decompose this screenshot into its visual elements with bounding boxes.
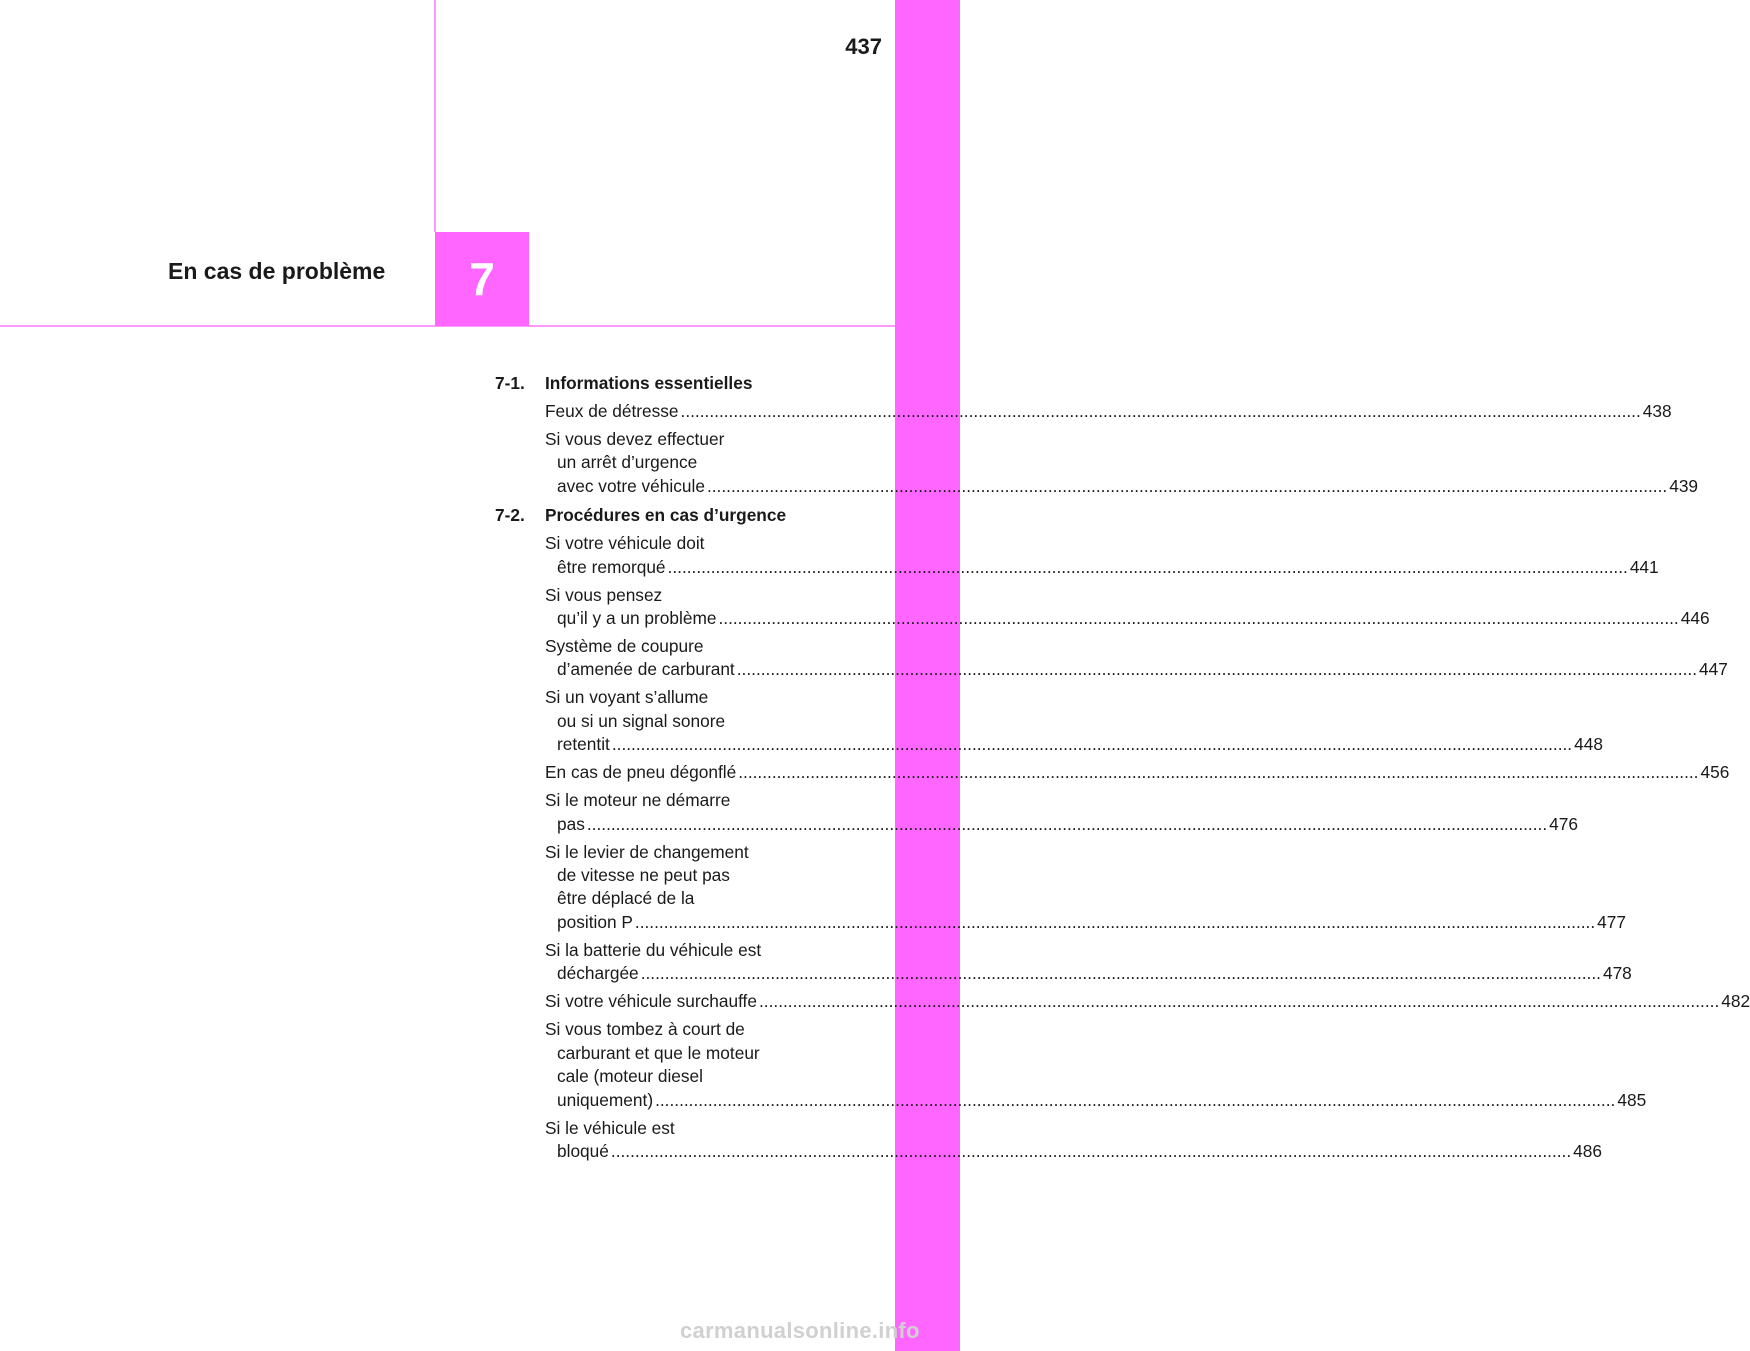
toc-entry[interactable] bbox=[545, 584, 1710, 631]
toc-entry-last-line bbox=[545, 813, 1578, 836]
toc-page-number[interactable]: 478 bbox=[1602, 963, 1632, 984]
toc-entry-line: Si la batterie du véhicule est bbox=[545, 939, 762, 960]
toc-entry-line: Si vous pensez bbox=[545, 584, 663, 605]
toc-entry-line: Si vous devez effectuer bbox=[545, 429, 725, 449]
toc-leader-dots: ........................................................................................................................................................................................................ bbox=[640, 963, 1601, 984]
toc-entry-text: En cas de pneu dégonflé bbox=[545, 762, 737, 783]
toc-entry-last-line bbox=[545, 761, 1730, 784]
toc-entry[interactable] bbox=[545, 990, 1750, 1013]
toc-page-number[interactable]: 485 bbox=[1617, 1089, 1647, 1110]
toc-entry-line: de vitesse ne peut pas bbox=[557, 865, 730, 886]
toc-entry-line: un arrêt d’urgence bbox=[557, 452, 698, 473]
toc-page-number[interactable]: 477 bbox=[1597, 911, 1627, 932]
toc-entry-line: carburant et que le moteur bbox=[557, 1042, 760, 1063]
toc-entry[interactable] bbox=[545, 635, 1728, 682]
toc-page-number[interactable]: 476 bbox=[1549, 813, 1578, 834]
table-of-contents bbox=[495, 372, 1750, 1163]
toc-page-number[interactable]: 456 bbox=[1700, 762, 1730, 783]
toc-entry-text: qu’il y a un problème bbox=[557, 608, 717, 629]
chapter-number: 7 bbox=[469, 253, 495, 305]
toc-leader-dots: ........................................................................................................................................................................................................ bbox=[611, 734, 1573, 755]
toc-entry-line: Si le levier de changement bbox=[545, 841, 749, 862]
toc-entry-line: Système de coupure bbox=[545, 636, 704, 657]
toc-entry[interactable] bbox=[545, 428, 1699, 498]
toc-entry[interactable] bbox=[545, 841, 1627, 935]
toc-entry-text: Si votre véhicule surchauffe bbox=[545, 991, 757, 1012]
toc-entry-last-line bbox=[545, 607, 1710, 630]
toc-entry-last-line bbox=[545, 556, 1659, 579]
toc-leader-dots: ........................................................................................................................................................................................................ bbox=[667, 556, 1628, 577]
toc-section-title: Procédures en cas d’urgence bbox=[545, 505, 787, 526]
toc-entry[interactable] bbox=[545, 789, 1578, 836]
chapter-number-box bbox=[435, 232, 529, 326]
toc-page-number[interactable]: 447 bbox=[1699, 659, 1728, 680]
toc-section-heading bbox=[495, 372, 836, 395]
toc-entry-last-line bbox=[545, 1140, 1603, 1163]
toc-entry-text: Feux de détresse bbox=[545, 401, 679, 421]
toc-leader-dots: ........................................................................................................................................................................................................ bbox=[718, 608, 1679, 629]
watermark: carmanualsonline.info bbox=[680, 1318, 920, 1343]
toc-entry-text: être remorqué bbox=[557, 556, 666, 577]
toc-page-number[interactable]: 441 bbox=[1629, 556, 1659, 577]
toc-entry-text: uniquement) bbox=[557, 1089, 654, 1110]
toc-entry-line: Si vous tombez à court de bbox=[545, 1019, 745, 1040]
toc-entry-line: Si le moteur ne démarre bbox=[545, 790, 731, 811]
toc-entry-text: d’amenée de carburant bbox=[557, 659, 735, 680]
toc-entry-text: retentit bbox=[557, 734, 610, 755]
toc-entry-last-line bbox=[545, 1089, 1647, 1112]
toc-entry-last-line bbox=[545, 962, 1632, 985]
toc-page-number[interactable]: 486 bbox=[1573, 1140, 1603, 1161]
toc-entry-text: position P bbox=[557, 911, 633, 932]
toc-entry-last-line bbox=[545, 400, 1672, 423]
page-number: 437 bbox=[845, 34, 882, 59]
toc-entry-text: bloqué bbox=[557, 1140, 609, 1161]
toc-entry[interactable] bbox=[545, 1018, 1647, 1112]
toc-entry-line: Si le véhicule est bbox=[545, 1117, 675, 1138]
toc-entry-text: déchargée bbox=[557, 963, 639, 984]
toc-entry-text: avec votre véhicule bbox=[557, 475, 705, 496]
toc-leader-dots: ........................................................................................................................................................................................................ bbox=[634, 911, 1596, 932]
toc-section-heading bbox=[495, 504, 836, 527]
toc-section-number: 7-1. bbox=[495, 373, 525, 393]
toc-leader-dots: ........................................................................................................................................................................................................ bbox=[655, 1089, 1616, 1110]
toc-page-number[interactable]: 482 bbox=[1721, 991, 1750, 1012]
toc-page-number[interactable]: 448 bbox=[1574, 734, 1603, 755]
toc-section-title: Informations essentielles bbox=[545, 373, 753, 393]
header-vertical-rule bbox=[434, 0, 436, 232]
toc-entry[interactable] bbox=[545, 761, 1730, 784]
toc-leader-dots: ........................................................................................................................................................................................................ bbox=[610, 1140, 1572, 1161]
toc-entry-line: cale (moteur diesel bbox=[557, 1066, 703, 1087]
toc-page-number[interactable]: 439 bbox=[1669, 475, 1699, 496]
toc-leader-dots: ........................................................................................................................................................................................................ bbox=[736, 659, 1697, 680]
toc-leader-dots: ........................................................................................................................................................................................................ bbox=[738, 762, 1699, 783]
toc-entry-text: pas bbox=[557, 813, 585, 834]
toc-entry-line: ou si un signal sonore bbox=[557, 710, 726, 731]
toc-entry[interactable] bbox=[545, 400, 1672, 423]
toc-entry[interactable] bbox=[545, 939, 1632, 986]
toc-leader-dots: ........................................................................................................................................................................................................ bbox=[706, 475, 1668, 496]
toc-entry[interactable] bbox=[545, 532, 1659, 579]
toc-entry-line: Si un voyant s’allume bbox=[545, 687, 709, 708]
toc-entry-last-line bbox=[545, 658, 1728, 681]
toc-page-number[interactable]: 438 bbox=[1642, 401, 1672, 421]
toc-entry[interactable] bbox=[545, 686, 1603, 756]
toc-entry[interactable] bbox=[545, 1117, 1603, 1164]
toc-entry-last-line bbox=[545, 475, 1699, 498]
toc-page-number[interactable]: 446 bbox=[1680, 608, 1710, 629]
toc-leader-dots: ........................................................................................................................................................................................................ bbox=[758, 991, 1720, 1012]
toc-section-number: 7-2. bbox=[495, 505, 525, 526]
toc-entry-last-line bbox=[545, 733, 1603, 756]
toc-leader-dots: ........................................................................................................................................................................................................ bbox=[680, 401, 1641, 421]
toc-entry-line: Si votre véhicule doit bbox=[545, 533, 705, 554]
toc-leader-dots: ........................................................................................................................................................................................................ bbox=[586, 813, 1548, 834]
toc-entry-line: être déplacé de la bbox=[557, 888, 695, 909]
toc-entry-last-line bbox=[545, 911, 1627, 934]
toc-entry-last-line bbox=[545, 990, 1750, 1013]
chapter-title: En cas de problème bbox=[168, 258, 386, 284]
